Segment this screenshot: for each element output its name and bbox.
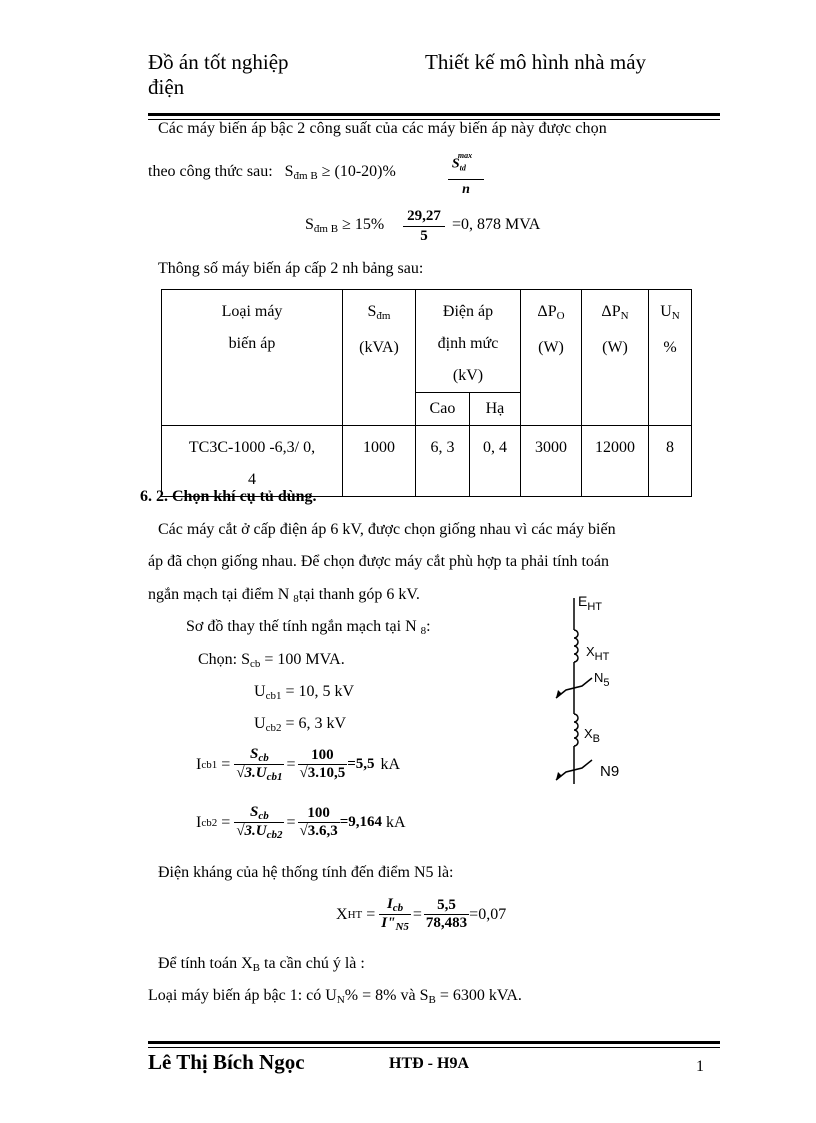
header-left-line1: Đồ án tốt nghiệp	[148, 50, 289, 74]
ucb1-b: = 10, 5 kV	[285, 683, 355, 700]
td-high: 6, 3	[416, 426, 470, 497]
th-un-label	[653, 296, 687, 332]
fault-arrow-n5-head	[556, 690, 562, 698]
th-p0-symbol: ΔP	[537, 303, 557, 320]
xht-f1-num	[379, 896, 411, 915]
note-a: Để tính toán X	[158, 955, 253, 972]
icb1-formula: I cb1 = $\frac{S_{cb}}{√3.U_{cb1}}$ = $\frac{100}{√3.10,5}$ =5,5 kA	[196, 746, 401, 783]
formula1-rel: ≥ (10-20)%	[321, 163, 396, 180]
last-d: = 6300 kVA.	[439, 987, 522, 1004]
table-header-row	[162, 290, 692, 393]
icb1-unit: kA	[380, 755, 401, 773]
last-a: Loại máy biến áp bậc 1: có U	[148, 987, 337, 1004]
th-un-sub: N	[671, 310, 680, 322]
th-voltage-l2: định mức	[437, 335, 499, 352]
icb1-sub: cb1	[201, 758, 218, 771]
icb1-lhs: I	[196, 755, 202, 773]
sodo-sub: 8	[420, 625, 427, 637]
footer-class: HTĐ - H9A	[389, 1055, 469, 1072]
icb1-f1-num-sub: cb	[258, 752, 269, 764]
th-s-symbol: S	[367, 303, 377, 320]
icb2-frac2	[298, 805, 340, 840]
icb1-f1-num	[234, 746, 284, 765]
last-line	[148, 987, 522, 1006]
formula1-num-sup: max	[457, 151, 473, 160]
dienkhang-line: Điện kháng của hệ thống tính đến điểm N5 là:	[158, 864, 454, 881]
ucb1-line	[254, 683, 354, 702]
xht-lhs: X	[336, 905, 348, 923]
icb1-frac1	[234, 746, 284, 783]
formula2-den: 5	[420, 228, 428, 244]
last-sub2: B	[428, 994, 436, 1006]
para-line3-a: ngắn mạch tại điểm N	[148, 586, 290, 603]
th-p0	[521, 290, 582, 426]
th-p0-sub: O	[556, 310, 565, 322]
th-s	[343, 290, 416, 426]
footer-rule-thick	[148, 1041, 720, 1044]
label-x-ht: $X_{HT}$	[586, 644, 610, 663]
th-pn-unit: (W)	[602, 339, 628, 356]
icb1-f1-den	[234, 765, 284, 783]
th-p0-label	[525, 296, 577, 332]
th-un-unit: %	[663, 339, 677, 356]
footer-rule-thin	[148, 1047, 720, 1048]
th-pn	[582, 290, 649, 426]
th-voltage-high: Cao	[416, 393, 470, 426]
note-sub: B	[252, 962, 260, 974]
icb2-unit: kA	[386, 813, 406, 831]
td-pn: 12000	[582, 426, 649, 497]
last-sub1: N	[336, 994, 345, 1006]
td-type	[162, 426, 343, 497]
xht-formula: X HT = $\frac{I_{cb}}{I"_{N5}}$ = $\frac{5,5}{78,483}$ =0,07	[336, 896, 507, 933]
formula1-fraction	[448, 150, 484, 200]
icb1-f1-den-sub: cb1	[266, 771, 283, 783]
para-line3-sub: 8	[293, 593, 299, 605]
xht-f2-num: 5,5	[424, 897, 469, 915]
formula2-result: =0, 878 MVA	[452, 216, 541, 233]
chon-sub: cb	[250, 658, 261, 670]
last-b: %	[344, 987, 359, 1004]
intro-line2-prefix: theo công thức sau:	[148, 163, 273, 180]
formula1-line	[148, 163, 396, 182]
header-right: Thiết kế mô hình nhà máy	[425, 50, 647, 74]
table-row	[162, 426, 692, 497]
td-s: 1000	[343, 426, 416, 497]
th-pn-sub: N	[620, 310, 629, 322]
formula1-num: S	[451, 156, 460, 172]
th-s-unit: (kVA)	[359, 339, 399, 356]
label-x-b: $X_B$	[584, 726, 601, 745]
formula2-line	[305, 216, 384, 235]
icb2-f1-num	[234, 804, 284, 823]
note-b: ta cần chú ý là :	[264, 955, 365, 972]
footer-author: Lê Thị Bích Ngọc	[148, 1050, 305, 1074]
chon-a: Chọn: S	[198, 651, 251, 668]
formula2-num: 29,27	[403, 207, 445, 227]
icb1-f1-den-u: √3.U	[236, 765, 267, 781]
xht-f2-den: 78,483	[425, 915, 468, 931]
note-line	[158, 955, 365, 974]
sodo-line	[186, 618, 431, 637]
icb2-f2-den: √3.6,3	[299, 823, 338, 839]
icb2-sub: cb2	[201, 816, 218, 829]
last-c: = 8% và S	[362, 987, 429, 1004]
para-line3-b: tại thanh góp 6 kV.	[298, 586, 420, 603]
icb2-lhs: I	[196, 813, 202, 831]
th-pn-symbol: ΔP	[601, 303, 621, 320]
sodo-a: Sơ đồ thay thế tính ngắn mạch tại N	[186, 618, 417, 635]
label-e-ht: $E_{HT}$	[578, 593, 603, 613]
inductor-xht	[574, 630, 578, 662]
th-voltage	[416, 290, 521, 393]
th-type-l1: Loại máy	[221, 303, 283, 320]
xht-frac2	[424, 897, 469, 932]
th-s-label	[347, 296, 411, 332]
td-type-l1: TC3C-1000 -6,3/ 0,	[188, 439, 316, 456]
ucb2-sub: cb2	[265, 722, 282, 734]
td-un: 8	[649, 426, 692, 497]
page-number: 1	[696, 1058, 704, 1075]
th-un	[649, 290, 692, 426]
icb2-f1-num-sub: cb	[258, 810, 269, 822]
icb2-f1-den-sub: cb2	[266, 829, 283, 841]
icb1-f1-num-s: S	[249, 746, 259, 762]
formula2-lhs-sub: đm B	[313, 223, 339, 235]
icb2-result: =9,164	[339, 814, 383, 830]
inductor-xb	[574, 714, 578, 746]
th-voltage-l1: Điện áp	[442, 303, 494, 320]
icb2-frac1	[234, 804, 284, 841]
xht-f1-den	[379, 915, 411, 933]
transformer-spec-table	[161, 289, 692, 497]
chon-line	[198, 651, 345, 670]
xht-sub: HT	[347, 908, 363, 921]
formula1-den: n	[462, 181, 470, 197]
formula2-fraction	[403, 207, 445, 246]
th-p0-unit: (W)	[538, 339, 564, 356]
th-un-symbol: U	[660, 303, 672, 320]
xht-f1-num-sub: cb	[392, 902, 404, 914]
td-low: 0, 4	[469, 426, 520, 497]
icb1-frac2	[298, 747, 348, 782]
xht-f1-num-i: I	[386, 896, 393, 912]
th-s-sub: đm	[376, 310, 391, 322]
icb1-result: =5,5	[347, 756, 375, 772]
table-caption: Thông số máy biến áp cấp 2 nh bảng sau:	[158, 260, 424, 277]
icb2-formula: I cb2 = $\frac{S_{cb}}{√3.U_{cb2}}$ = $\frac{100}{√3.6,3}$ =9,164 kA	[196, 804, 406, 841]
header-left-line2: điện	[148, 75, 185, 99]
th-type-l2: biến áp	[228, 335, 276, 352]
intro-line1: Các máy biến áp bậc 2 công suất của các máy biến áp này được chọn	[158, 120, 607, 137]
th-type	[162, 290, 343, 426]
icb2-f1-den	[234, 823, 284, 841]
label-n5: $N_5$	[594, 670, 610, 689]
sodo-b: :	[426, 618, 431, 635]
ucb2-line	[254, 715, 346, 734]
th-voltage-l3: (kV)	[452, 367, 484, 384]
formula2-lhs: S	[305, 216, 314, 233]
xht-result: =0,07	[469, 905, 507, 923]
ucb1-a: U	[254, 683, 266, 700]
ucb2-a: U	[254, 715, 266, 732]
header-left	[148, 50, 289, 100]
chon-b: = 100 MVA.	[264, 651, 345, 668]
icb2-f1-den-u: √3.U	[236, 823, 267, 839]
icb2-f2-num: 100	[298, 805, 340, 823]
icb2-f1-num-s: S	[249, 804, 259, 820]
formula1-num-sub: td	[459, 163, 466, 173]
fault-arrow-n9-head	[556, 772, 562, 780]
th-pn-label	[586, 296, 644, 332]
label-n9: N9	[600, 763, 620, 780]
ucb1-sub: cb1	[265, 690, 282, 702]
th-voltage-low: Hạ	[469, 393, 520, 426]
header-rule-thick	[148, 113, 720, 116]
xht-f1-den-i: I"	[381, 915, 396, 931]
para-line1: Các máy cắt ở cấp điện áp 6 kV, được chọn giống nhau vì các máy biến	[158, 521, 616, 538]
td-type-l2: 4	[248, 471, 256, 488]
equivalent-circuit-diagram	[540, 590, 660, 790]
td-p0: 3000	[521, 426, 582, 497]
para-line2: áp đã chọn giống nhau. Để chọn được máy cắt phù hợp ta phải tính toán	[148, 553, 610, 570]
formula1-lhs: S	[284, 163, 294, 180]
formula2-rel: ≥ 15%	[342, 216, 385, 233]
xht-frac1	[379, 896, 411, 933]
section-heading: 6. 2. Chọn khí cụ tủ dùng.	[140, 488, 317, 505]
formula1-lhs-sub: đm B	[293, 170, 318, 182]
icb1-f2-den: √3.10,5	[299, 765, 346, 781]
ucb2-b: = 6, 3 kV	[285, 715, 347, 732]
icb1-f2-num: 100	[298, 747, 348, 765]
xht-f1-den-sub: N5	[395, 921, 409, 933]
para-line3	[148, 586, 420, 605]
